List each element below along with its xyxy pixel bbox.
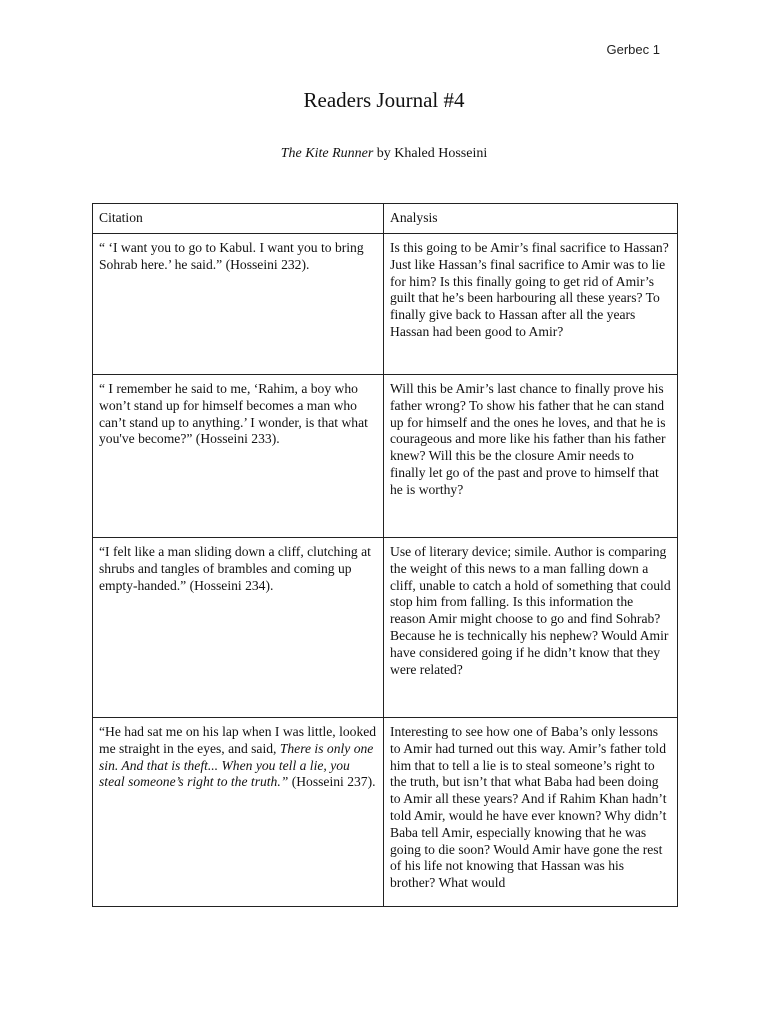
analysis-cell: Will this be Amir’s last chance to finally prove his father wrong? To show his father that he can stand up for himself and the ones he loves, and that he is courageous and more like his father than his father knew? Will this be the closure Amir needs to finally let go of the past and prove to himself that he is worthy? — [384, 375, 678, 538]
citation-cell: “ ‘I want you to go to Kabul. I want you to bring Sohrab here.’ he said.” (Hosseini 232). — [93, 234, 384, 375]
table-row — [93, 718, 678, 907]
document-subtitle — [0, 146, 768, 162]
table-row — [93, 375, 678, 538]
table-row — [93, 234, 678, 375]
table-header-row — [93, 204, 678, 234]
analysis-cell: Use of literary device; simile. Author is comparing the weight of this news to a man falling down a cliff, unable to catch a hold of something that could stop him from falling. Is this information the reason Amir might choose to go and find Sohrab? Because he is technically his nephew? Would Amir have considered going if he didn’t know that they were related? — [384, 538, 678, 718]
analysis-cell: Interesting to see how one of Baba’s only lessons to Amir had turned out this way. Amir’s father told him that to tell a lie is to steal someone’s right to the truth, but isn’t that what Baba had been doing to Amir all these years? And if Rahim Khan hadn’t told Amir, would he have ever known? Why didn’t Baba tell Amir, especially knowing that he was going to die soon? Would Amir have gone the rest of his life not knowing that Hassan was his brother? What would — [384, 718, 678, 907]
book-byline: by Khaled Hosseini — [373, 146, 488, 161]
table-row — [93, 538, 678, 718]
citation-cell: “I felt like a man sliding down a cliff, clutching at shrubs and tangles of brambles and coming up empty-handed.” (Hosseini 234). — [93, 538, 384, 718]
citation-reference: (Hosseini 237). — [288, 774, 376, 790]
page-header-author: Gerbec 1 — [606, 42, 660, 57]
column-header-citation: Citation — [93, 204, 384, 234]
citation-cell — [93, 718, 384, 907]
analysis-cell: Is this going to be Amir’s final sacrifice to Hassan? Just like Hassan’s final sacrifice to Amir was to lie for him? Is this finally going to get rid of Amir’s guilt that he’s been harbouring all these years? To finally give back to Hassan after all the years Hassan had been good to Amir? — [384, 234, 678, 375]
document-title: Readers Journal #4 — [303, 88, 465, 112]
citation-text: “He had sat me on his lap when I was little, looked me straight in the eyes, and said, — [99, 724, 377, 756]
column-header-analysis: Analysis — [384, 204, 678, 234]
book-title: The Kite Runner — [280, 146, 374, 161]
citation-italic-quote: There is only one sin. And that is theft... When you tell a lie, you steal someone’s right to the truth.” — [99, 740, 374, 790]
citation-cell: “ I remember he said to me, ‘Rahim, a boy who won’t stand up for himself becomes a man who can’t stand up to anything.’ I wonder, is that what you've become?” (Hosseini 233). — [93, 375, 384, 538]
journal-table — [92, 203, 678, 907]
